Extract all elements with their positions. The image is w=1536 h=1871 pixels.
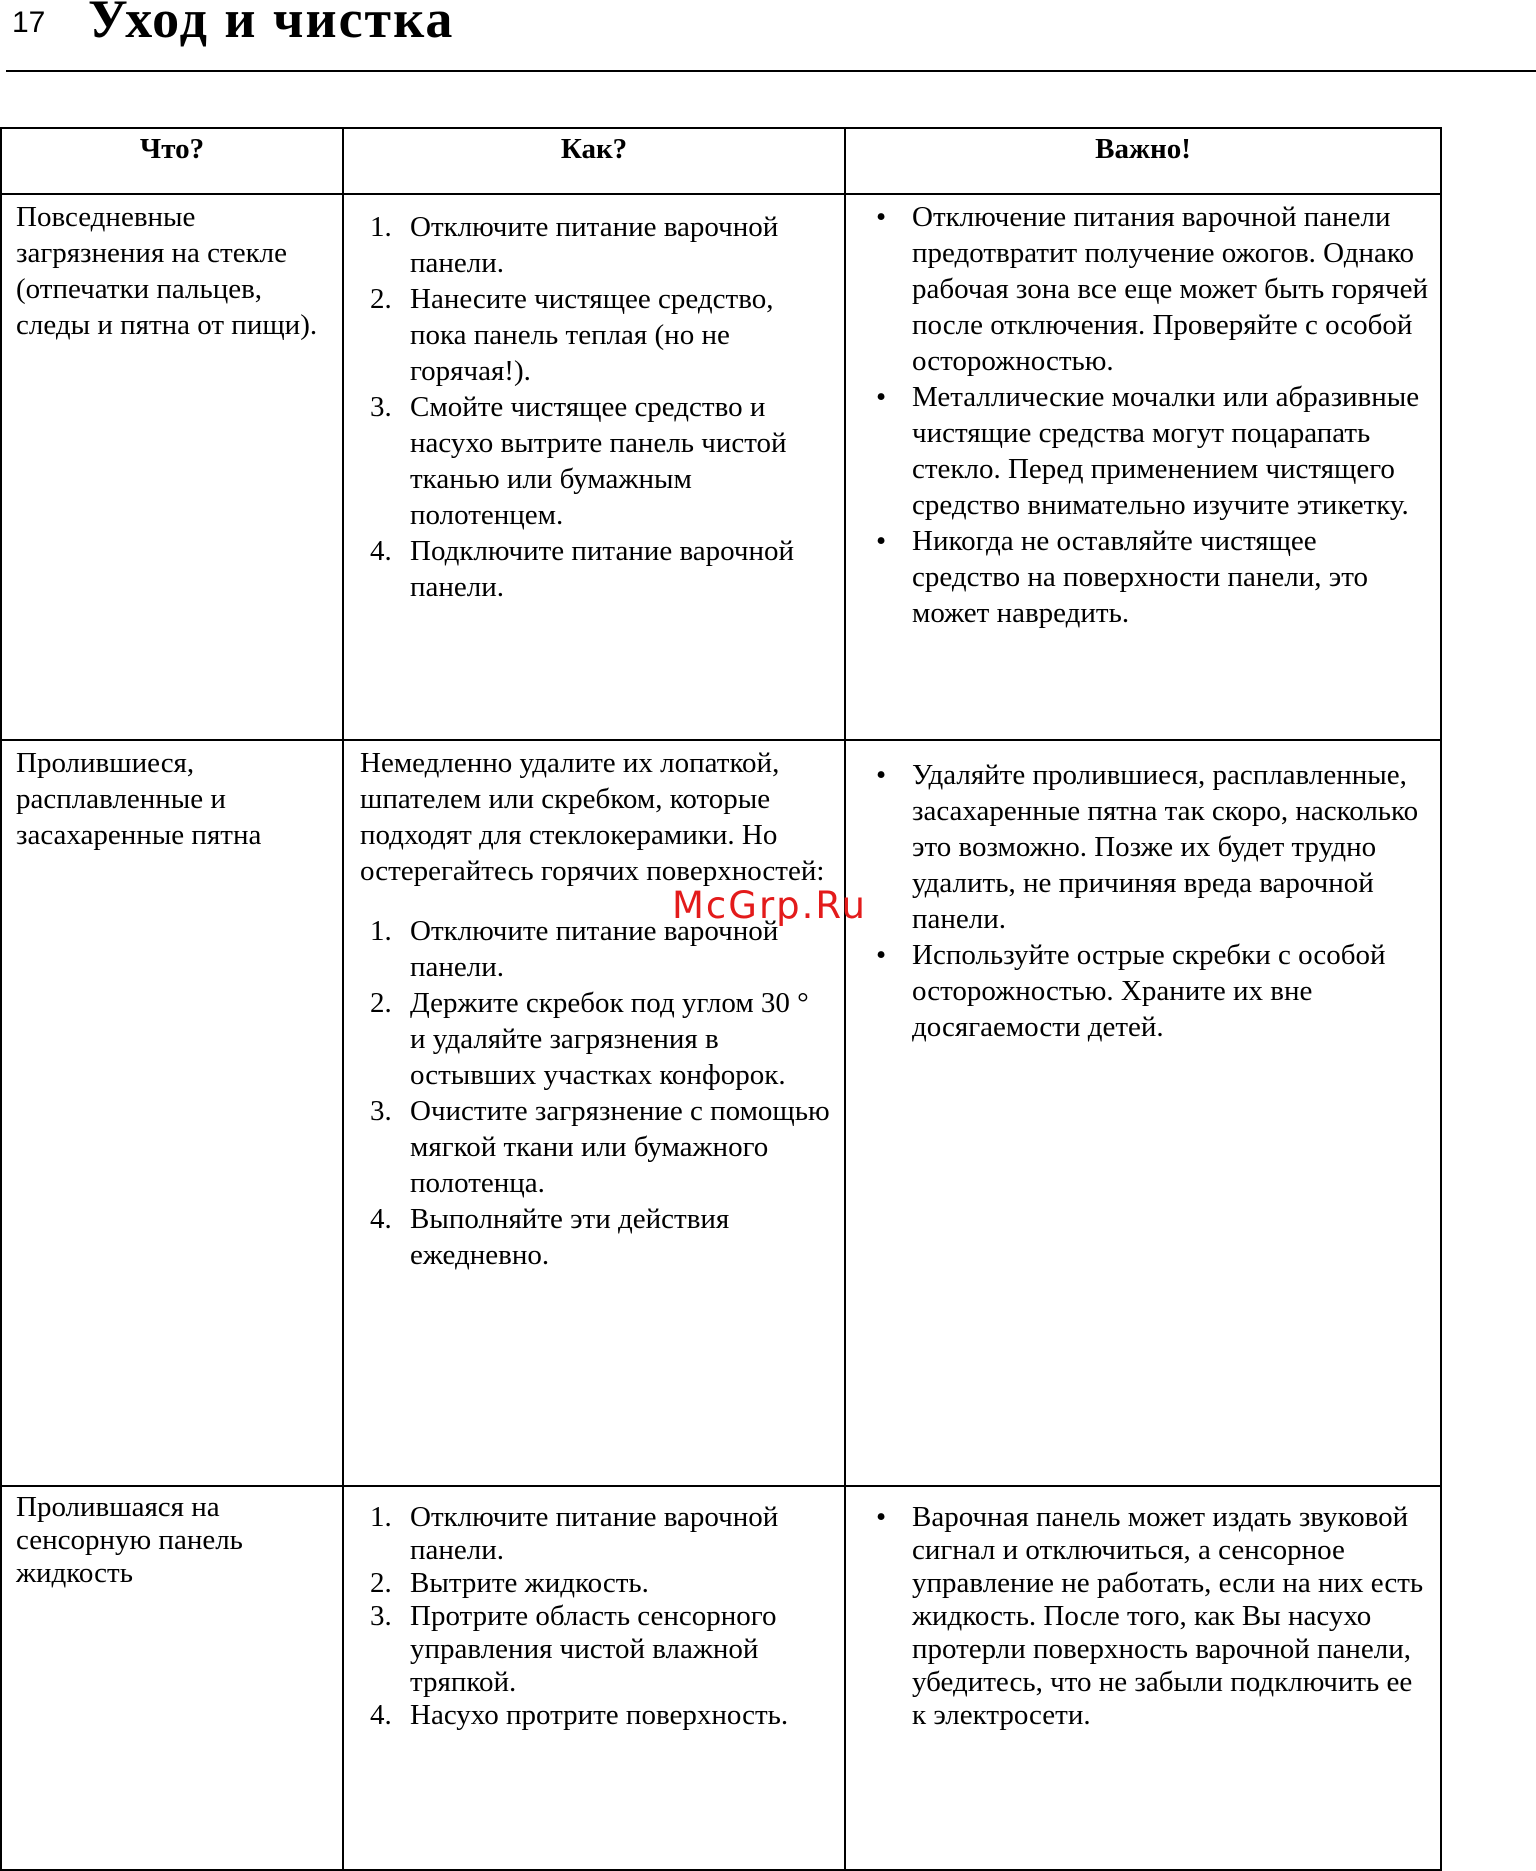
column-header-what: Что? bbox=[1, 128, 343, 194]
note-item: • Никогда не оставляйте чистящее средство на поверхности панели, это может навредить. bbox=[876, 525, 1369, 629]
important-cell bbox=[845, 194, 1441, 740]
note-item: • Используйте острые скребки с особой осторожностью. Храните их вне досягаемости детей. bbox=[876, 939, 1386, 1043]
steps-list bbox=[360, 209, 830, 605]
step-item: 2. Нанесите чистящее средство, пока панель теплая (но не горячая!). bbox=[370, 283, 774, 387]
page-number: 17 bbox=[12, 6, 46, 39]
step-item: 4. Выполняйте эти действия ежедневно. bbox=[370, 1203, 730, 1271]
step-item: 1. Отключите питание варочной панели. bbox=[370, 915, 779, 983]
what-cell: Пролившаяся на сенсорную панель жидкость bbox=[1, 1486, 343, 1870]
what-cell: Повседневные загрязнения на стекле (отпечатки пальцев, следы и пятна от пищи). bbox=[1, 194, 343, 740]
step-item: 2. Держите скребок под углом 30 ° и удаляйте загрязнения в остывших участках конфорок. bbox=[370, 987, 809, 1091]
care-table bbox=[0, 127, 1442, 1871]
table-row bbox=[1, 740, 1441, 1486]
table-row bbox=[1, 194, 1441, 740]
step-item: 3. Протрите область сенсорного управления чистой влажной тряпкой. bbox=[370, 1600, 777, 1698]
steps-list bbox=[360, 913, 830, 1273]
important-cell bbox=[845, 1486, 1441, 1870]
table-row bbox=[1, 1486, 1441, 1870]
notes-list bbox=[876, 1501, 1430, 1732]
note-item: • Металлические мочалки или абразивные чистящие средства могут поцарапать стекло. Перед применением чистящего средство внимательно изучите этикетку. bbox=[876, 381, 1420, 521]
note-item: • Отключение питания варочной панели предотвратит получение ожогов. Однако рабочая зона все еще может быть горячей после отключения. Проверяйте с особой осторожностью. bbox=[876, 201, 1428, 377]
column-header-important: Важно! bbox=[845, 128, 1441, 194]
step-item: 3. Смойте чистящее средство и насухо вытрите панель чистой тканью или бумажным полотенцем. bbox=[370, 391, 787, 531]
table-header-row bbox=[1, 128, 1441, 194]
step-item: 2. Вытрите жидкость. bbox=[370, 1567, 649, 1599]
note-item: • Удаляйте пролившиеся, расплавленные, засахаренные пятна так скоро, насколько это возможно. Позже их будет трудно удалить, не причиняя вреда варочной панели. bbox=[876, 759, 1419, 935]
page-title: Уход и чистка bbox=[88, 0, 455, 49]
important-cell bbox=[845, 740, 1441, 1486]
how-cell bbox=[343, 194, 845, 740]
step-item: 4. Подключите питание варочной панели. bbox=[370, 535, 795, 603]
notes-list bbox=[876, 199, 1430, 631]
how-intro: Немедленно удалите их лопаткой, шпателем или скребком, которые подходят для стеклокерамики. Но остерегайтесь горячих поверхностей: bbox=[360, 747, 825, 887]
step-item: 4. Насухо протрите поверхность. bbox=[370, 1699, 789, 1731]
what-cell: Пролившиеся, расплавленные и засахаренные пятна bbox=[1, 740, 343, 1486]
notes-list bbox=[876, 757, 1430, 1045]
how-cell bbox=[343, 1486, 845, 1870]
steps-list bbox=[360, 1501, 830, 1732]
header-rule bbox=[6, 70, 1536, 72]
watermark: McGrp.Ru bbox=[672, 884, 867, 927]
column-header-how: Как? bbox=[343, 128, 845, 194]
how-cell bbox=[343, 740, 845, 1486]
step-item: 1. Отключите питание варочной панели. bbox=[370, 211, 779, 279]
note-item: • Варочная панель может издать звуковой сигнал и отключиться, а сенсорное управление не работать, если на них есть жидкость. После того, как Вы насухо протерли поверхность варочной панели, убедитесь, что не забыли подключить ее к электросети. bbox=[876, 1501, 1424, 1731]
step-item: 3. Очистите загрязнение с помощью мягкой ткани или бумажного полотенца. bbox=[370, 1095, 830, 1199]
step-item: 1. Отключите питание варочной панели. bbox=[370, 1501, 779, 1566]
